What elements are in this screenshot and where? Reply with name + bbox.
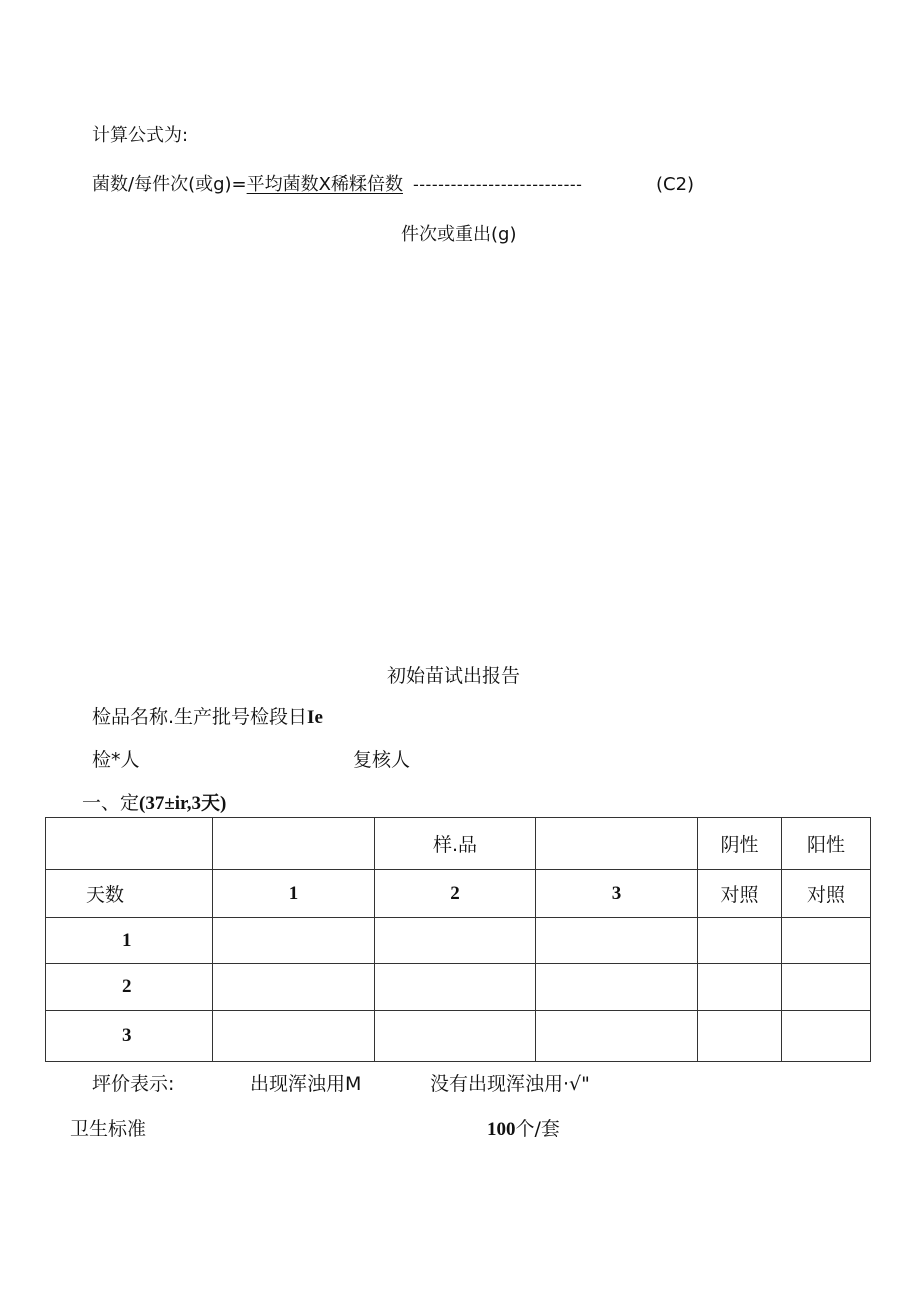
sample-col-3: 3 (536, 870, 698, 918)
table-header-row-2 (46, 870, 871, 918)
formula-dashes: --------------------------- (413, 175, 583, 194)
table-cell (782, 1011, 871, 1062)
section-prefix: 一、定 (82, 792, 140, 814)
formula-heading: 计算公式为: (92, 125, 189, 146)
table-cell (698, 964, 782, 1011)
table-row (46, 1011, 871, 1062)
positive-header: 阳性 (782, 818, 871, 870)
standard-value-number: 100 (487, 1119, 516, 1140)
standard-value (487, 1117, 560, 1142)
table-cell (46, 818, 213, 870)
evaluation-not-turbid: 没有出现浑浊用·√" (430, 1073, 590, 1095)
table-cell (375, 918, 536, 964)
inspector-label: 检*人 (92, 749, 140, 771)
formula-equation-number: (C2) (656, 174, 695, 195)
table-cell (782, 918, 871, 964)
table-cell (536, 964, 698, 1011)
table-cell (213, 964, 375, 1011)
day-2: 2 (46, 964, 213, 1011)
table-cell (698, 1011, 782, 1062)
reviewer-label: 复核人 (353, 749, 411, 771)
section-condition: (37±ir,3天) (139, 793, 227, 814)
negative-control-label: 对照 (698, 870, 782, 918)
table-cell (213, 1011, 375, 1062)
sample-col-1: 1 (213, 870, 375, 918)
info-line-text: 检品名称.生产批号检段日 (92, 706, 308, 728)
table-cell (536, 818, 698, 870)
table-cell (782, 964, 871, 1011)
table-header-row-1 (46, 818, 871, 870)
formula-numerator: 平均菌数X稀糅倍数 (246, 174, 403, 195)
day-3: 3 (46, 1011, 213, 1062)
results-table (45, 817, 871, 1062)
table-row (46, 964, 871, 1011)
table-row (46, 918, 871, 964)
positive-control-label: 对照 (782, 870, 871, 918)
table-cell (536, 918, 698, 964)
sample-header: 样.品 (375, 818, 536, 870)
table-cell (213, 818, 375, 870)
standard-label: 卫生标准 (70, 1118, 147, 1140)
formula-lhs: 菌数/每件次(或g)= (92, 174, 247, 195)
table-cell (536, 1011, 698, 1062)
evaluation-label: 坪价表示: (92, 1073, 175, 1095)
report-info-line (92, 705, 323, 730)
days-label: 天数 (46, 870, 213, 918)
sample-col-2: 2 (375, 870, 536, 918)
section-heading (82, 791, 226, 816)
table-cell (375, 964, 536, 1011)
formula-line (92, 173, 403, 197)
standard-value-unit: 个/套 (515, 1118, 560, 1140)
table-cell (698, 918, 782, 964)
formula-denominator: 件次或重出(g) (401, 224, 517, 245)
table-cell (375, 1011, 536, 1062)
info-line-tail: Ie (307, 707, 323, 728)
table-cell (213, 918, 375, 964)
report-title: 初始苗试出报告 (387, 665, 521, 687)
day-1: 1 (46, 918, 213, 964)
evaluation-turbid: 出现浑浊用M (250, 1073, 362, 1095)
negative-header: 阴性 (698, 818, 782, 870)
